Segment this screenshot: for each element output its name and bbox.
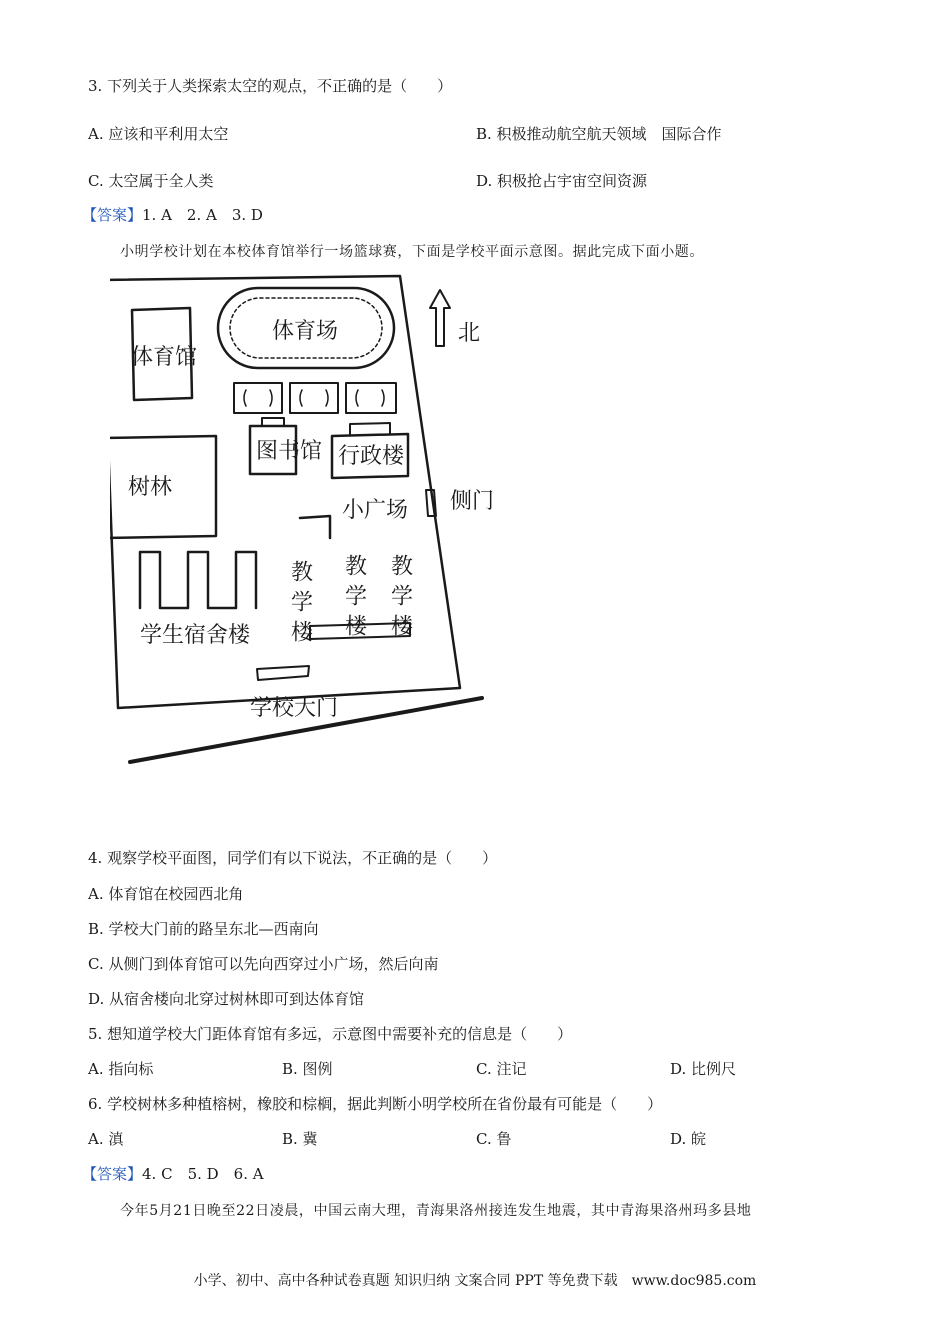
q5-option-a: A. 指向标 (88, 1060, 154, 1078)
map-label-north: 北 (458, 321, 481, 346)
q3-option-a: A. 应该和平利用太空 (88, 125, 229, 143)
q4-option-c: C. 从侧门到体育馆可以先向西穿过小广场，然后向南 (88, 955, 439, 973)
answer-tag: 【答案】 (82, 1165, 143, 1183)
main-gate-shape (257, 666, 309, 680)
teaching-shape-1 (300, 516, 330, 538)
map-label-gym: 体育馆 (131, 345, 198, 370)
map-label-side-gate: 侧门 (450, 489, 495, 514)
q6-option-c: C. 鲁 (476, 1130, 512, 1148)
next-intro: 今年5月21日晚至22日凌晨，中国云南大理，青海果洛州接连发生地震，其中青海果洛州玛多县地 (120, 1203, 752, 1219)
q5-option-b: B. 图例 (282, 1060, 333, 1078)
q3-option-c: C. 太空属于全人类 (88, 172, 214, 190)
q5-option-c: C. 注记 (476, 1060, 527, 1078)
q6-option-d: D. 皖 (670, 1130, 707, 1148)
dorm-shape (140, 552, 256, 608)
page-footer: 小学、初中、高中各种试卷真题 知识归纳 文案合同 PPT 等免费下载 www.doc985.com (193, 1273, 757, 1289)
q5-option-d: D. 比例尺 (670, 1060, 737, 1078)
q4-stem: 4. 观察学校平面图，同学们有以下说法，不正确的是（ ） (88, 849, 498, 867)
q6-stem: 6. 学校树林多种植榕树，橡胶和棕榈，据此判断小明学校所在省份最有可能是（ ） (88, 1095, 663, 1113)
q6-option-a: A. 滇 (88, 1130, 124, 1148)
q4-option-b: B. 学校大门前的路呈东北—西南向 (88, 920, 319, 938)
school-plan-svg (110, 268, 510, 778)
q3-stem: 3. 下列关于人类探索太空的观点，不正确的是（ ） (88, 77, 453, 95)
north-arrow-icon (430, 290, 450, 346)
q3-option-d: D. 积极抢占宇宙空间资源 (476, 172, 648, 190)
court-3 (346, 383, 396, 413)
q6-option-b: B. 冀 (282, 1130, 318, 1148)
q4-option-d: D. 从宿舍楼向北穿过树林即可到达体育馆 (88, 990, 365, 1008)
map-label-dorm: 学生宿舍楼 (140, 623, 251, 648)
map-label-admin: 行政楼 (338, 444, 405, 469)
map-label-teaching-3: 教学楼 (387, 554, 413, 644)
map-label-plaza: 小广场 (342, 498, 409, 523)
court-1 (234, 383, 282, 413)
answer-line-2 (82, 1164, 264, 1184)
q5-stem: 5. 想知道学校大门距体育馆有多远，示意图中需要补充的信息是（ ） (88, 1025, 573, 1043)
answer-text: 1. A 2. A 3. D (142, 206, 263, 224)
answer-tag: 【答案】 (82, 206, 143, 224)
map-label-library: 图书馆 (256, 439, 323, 464)
map-label-main-gate: 学校大门 (250, 696, 339, 721)
q4-option-a: A. 体育馆在校园西北角 (88, 885, 244, 903)
map-label-teaching-1: 教学楼 (287, 560, 313, 650)
map-label-teaching-2: 教学楼 (341, 554, 367, 644)
answer-text: 4. C 5. D 6. A (142, 1165, 264, 1183)
court-2 (290, 383, 338, 413)
school-plan-map (110, 268, 510, 778)
answer-line-1 (82, 205, 263, 225)
map-label-stadium: 体育场 (272, 319, 339, 344)
map-label-woods: 树林 (128, 475, 173, 500)
q3-option-b: B. 积极推动航空航天领域 国际合作 (476, 125, 722, 143)
map-intro: 小明学校计划在本校体育馆举行一场篮球赛，下面是学校平面示意图。据此完成下面小题。 (120, 244, 704, 260)
